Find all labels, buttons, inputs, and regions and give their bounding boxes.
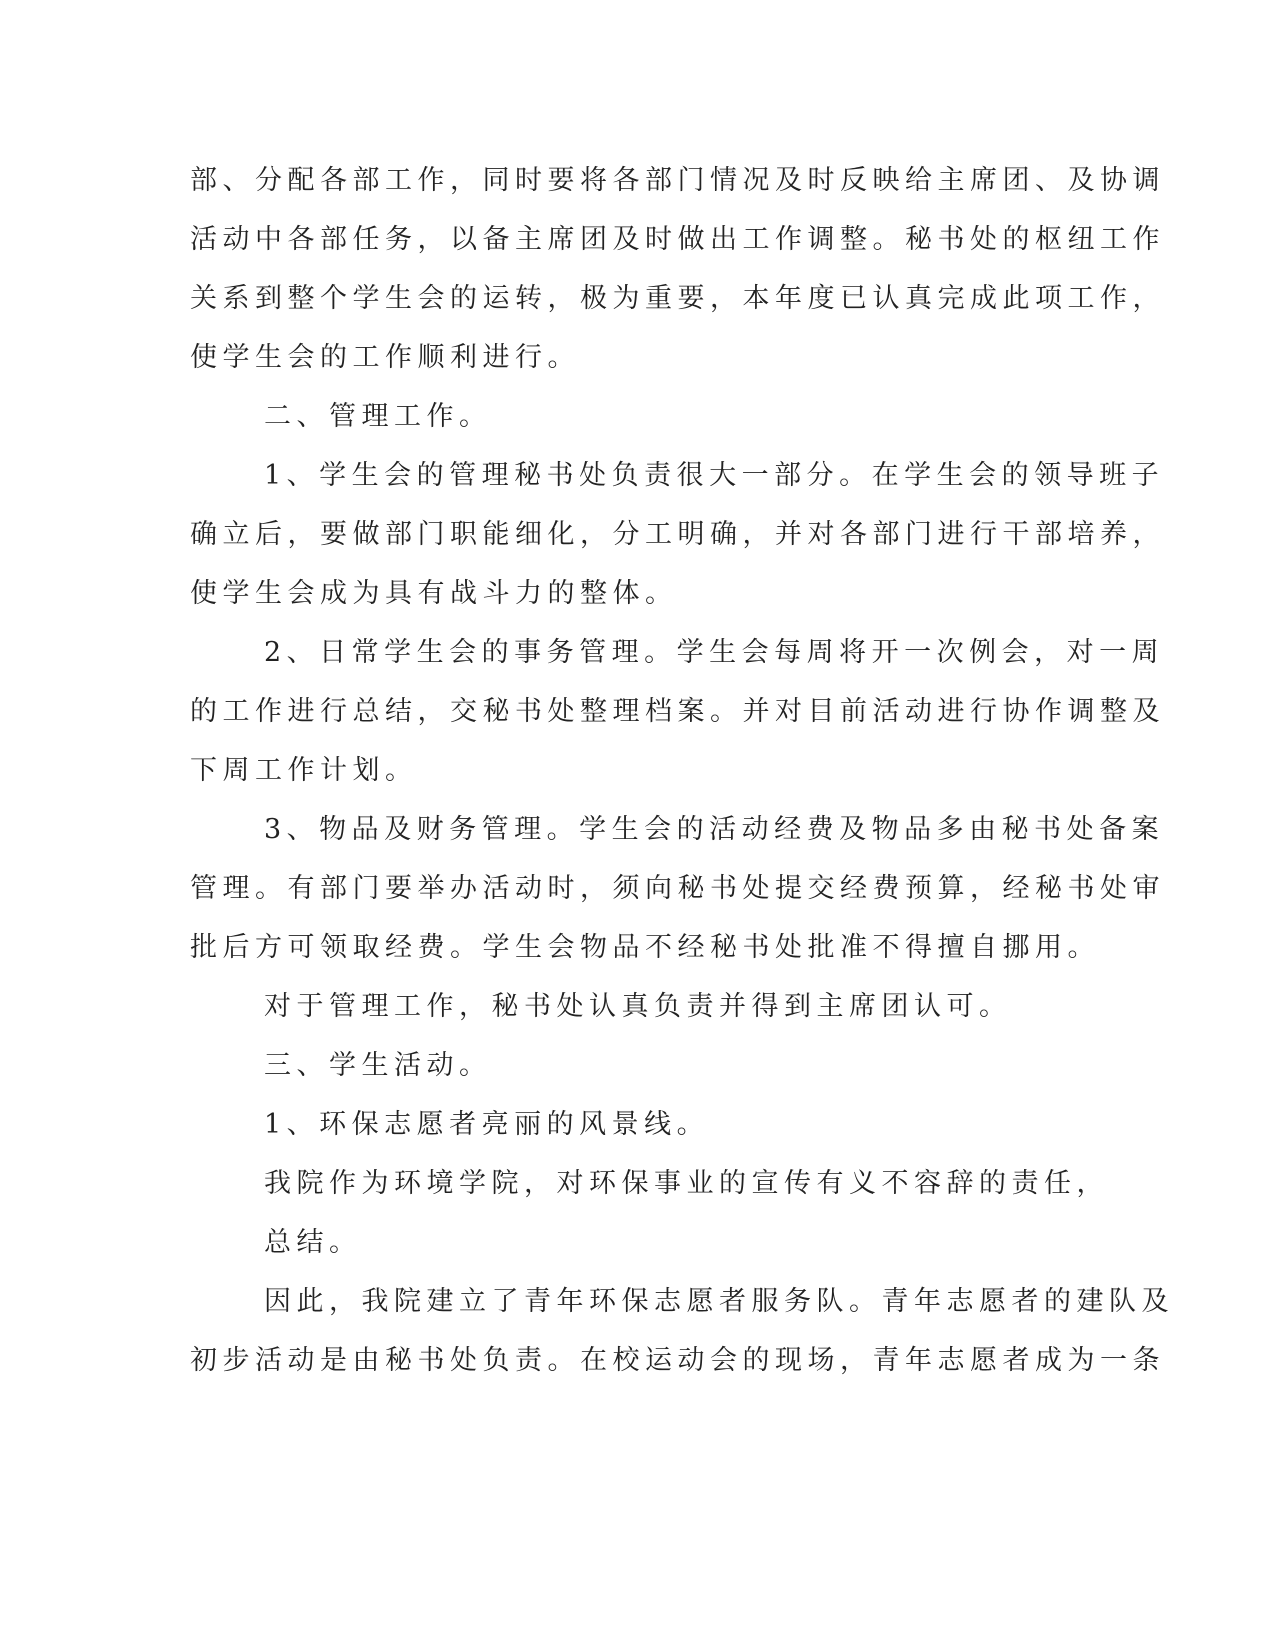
paragraph-line: 因此，我院建立了青年环保志愿者服务队。青年志愿者的建队及: [264, 1286, 1174, 1317]
paragraph-line: 对于管理工作，秘书处认真负责并得到主席团认可。: [264, 991, 1012, 1022]
subsection-heading: 1、环保志愿者亮丽的风景线。: [264, 1109, 710, 1140]
section-heading: 三、学生活动。: [264, 1050, 492, 1081]
paragraph-line: 活动中各部任务，以备主席团及时做出工作调整。秘书处的枢纽工作: [190, 224, 1165, 255]
paragraph-line: 管理。有部门要举办活动时，须向秘书处提交经费预算，经秘书处审: [190, 873, 1165, 904]
paragraph-line: 关系到整个学生会的运转，极为重要，本年度已认真完成此项工作，: [190, 283, 1165, 314]
paragraph-line: 3、物品及财务管理。学生会的活动经费及物品多由秘书处备案: [264, 814, 1165, 845]
paragraph-line: 使学生会成为具有战斗力的整体。: [190, 578, 678, 609]
paragraph-line: 总结。: [264, 1227, 362, 1258]
paragraph-line: 1、学生会的管理秘书处负责很大一部分。在学生会的领导班子: [264, 460, 1165, 491]
paragraph-line: 使学生会的工作顺利进行。: [190, 342, 580, 373]
paragraph-line: 下周工作计划。: [190, 755, 418, 786]
paragraph-line: 确立后，要做部门职能细化，分工明确，并对各部门进行干部培养，: [190, 519, 1165, 550]
paragraph-line: 批后方可领取经费。学生会物品不经秘书处批准不得擅自挪用。: [190, 932, 1100, 963]
paragraph-line: 初步活动是由秘书处负责。在校运动会的现场，青年志愿者成为一条: [190, 1345, 1165, 1376]
paragraph-line: 2、日常学生会的事务管理。学生会每周将开一次例会，对一周: [264, 637, 1165, 668]
paragraph-line: 的工作进行总结，交秘书处整理档案。并对目前活动进行协作调整及: [190, 696, 1165, 727]
paragraph-line: 我院作为环境学院，对环保事业的宣传有义不容辞的责任，: [264, 1168, 1109, 1199]
section-heading: 二、管理工作。: [264, 401, 492, 432]
paragraph-line: 部、分配各部工作，同时要将各部门情况及时反映给主席团、及协调: [190, 165, 1165, 196]
